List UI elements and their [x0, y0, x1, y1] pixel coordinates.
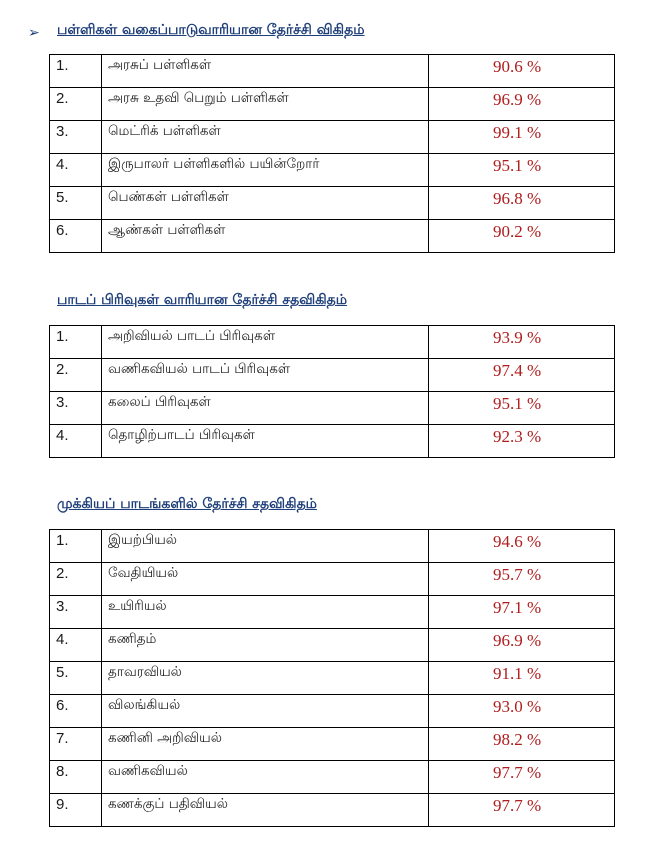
row-percentage: 99.1 % [429, 121, 615, 154]
row-number: 4. [50, 425, 102, 458]
row-number: 9. [50, 794, 102, 827]
row-label: பெண்கள் பள்ளிகள் [102, 187, 429, 220]
table-school-type [49, 54, 615, 253]
table-row [50, 662, 615, 695]
table-row [50, 154, 615, 187]
row-percentage: 98.2 % [429, 728, 615, 761]
table-row [50, 596, 615, 629]
row-percentage: 93.0 % [429, 695, 615, 728]
row-label: இயற்பியல் [102, 530, 429, 563]
row-label: மெட்ரிக் பள்ளிகள் [102, 121, 429, 154]
row-number: 2. [50, 88, 102, 121]
table-row [50, 761, 615, 794]
table-row [50, 563, 615, 596]
row-number: 4. [50, 629, 102, 662]
row-number: 1. [50, 326, 102, 359]
row-label: அரசு உதவி பெறும் பள்ளிகள் [102, 88, 429, 121]
row-percentage: 92.3 % [429, 425, 615, 458]
row-label: கணினி அறிவியல் [102, 728, 429, 761]
row-number: 4. [50, 154, 102, 187]
table-row [50, 794, 615, 827]
bullet-arrow-icon: ➢ [28, 25, 40, 41]
table-row [50, 220, 615, 253]
table-row [50, 187, 615, 220]
row-percentage: 96.9 % [429, 88, 615, 121]
row-percentage: 97.1 % [429, 596, 615, 629]
table-row [50, 629, 615, 662]
table-row [50, 530, 615, 563]
row-number: 7. [50, 728, 102, 761]
table-row [50, 695, 615, 728]
row-label: விலங்கியல் [102, 695, 429, 728]
row-number: 3. [50, 392, 102, 425]
row-number: 6. [50, 695, 102, 728]
row-percentage: 97.4 % [429, 359, 615, 392]
row-percentage: 95.1 % [429, 154, 615, 187]
row-percentage: 96.8 % [429, 187, 615, 220]
row-label: தாவரவியல் [102, 662, 429, 695]
row-number: 2. [50, 563, 102, 596]
section-title-stream: பாடப் பிரிவுகள் வாரியான தேர்ச்சி சதவிகிதம் [57, 292, 348, 308]
row-label: ஆண்கள் பள்ளிகள் [102, 220, 429, 253]
row-label: தொழிற்பாடப் பிரிவுகள் [102, 425, 429, 458]
table-row [50, 326, 615, 359]
row-percentage: 96.9 % [429, 629, 615, 662]
row-label: வணிகவியல் பாடப் பிரிவுகள் [102, 359, 429, 392]
row-number: 3. [50, 121, 102, 154]
table-row [50, 55, 615, 88]
table-row [50, 88, 615, 121]
row-percentage: 95.1 % [429, 392, 615, 425]
row-label: உயிரியல் [102, 596, 429, 629]
row-number: 2. [50, 359, 102, 392]
table-stream [49, 325, 615, 458]
row-number: 6. [50, 220, 102, 253]
table-row [50, 392, 615, 425]
row-label: அரசுப் பள்ளிகள் [102, 55, 429, 88]
row-percentage: 90.6 % [429, 55, 615, 88]
table-row [50, 728, 615, 761]
row-percentage: 95.7 % [429, 563, 615, 596]
row-percentage: 94.6 % [429, 530, 615, 563]
table-row [50, 359, 615, 392]
row-label: கணக்குப் பதிவியல் [102, 794, 429, 827]
row-number: 5. [50, 662, 102, 695]
row-percentage: 97.7 % [429, 794, 615, 827]
row-label: அறிவியல் பாடப் பிரிவுகள் [102, 326, 429, 359]
row-number: 1. [50, 55, 102, 88]
row-label: வணிகவியல் [102, 761, 429, 794]
section-title-school-type: பள்ளிகள் வகைப்பாடுவாரியான தேர்ச்சி விகிதம் [57, 22, 365, 38]
row-label: வேதியியல் [102, 563, 429, 596]
table-row [50, 121, 615, 154]
section-title-subject: முக்கியப் பாடங்களில் தேர்ச்சி சதவிகிதம் [57, 496, 317, 512]
table-row [50, 425, 615, 458]
row-number: 1. [50, 530, 102, 563]
row-label: கணிதம் [102, 629, 429, 662]
row-percentage: 93.9 % [429, 326, 615, 359]
row-number: 5. [50, 187, 102, 220]
row-label: இருபாலர் பள்ளிகளில் பயின்றோர் [102, 154, 429, 187]
row-label: கலைப் பிரிவுகள் [102, 392, 429, 425]
row-percentage: 91.1 % [429, 662, 615, 695]
row-percentage: 97.7 % [429, 761, 615, 794]
row-number: 8. [50, 761, 102, 794]
row-percentage: 90.2 % [429, 220, 615, 253]
table-subject [49, 529, 615, 827]
row-number: 3. [50, 596, 102, 629]
